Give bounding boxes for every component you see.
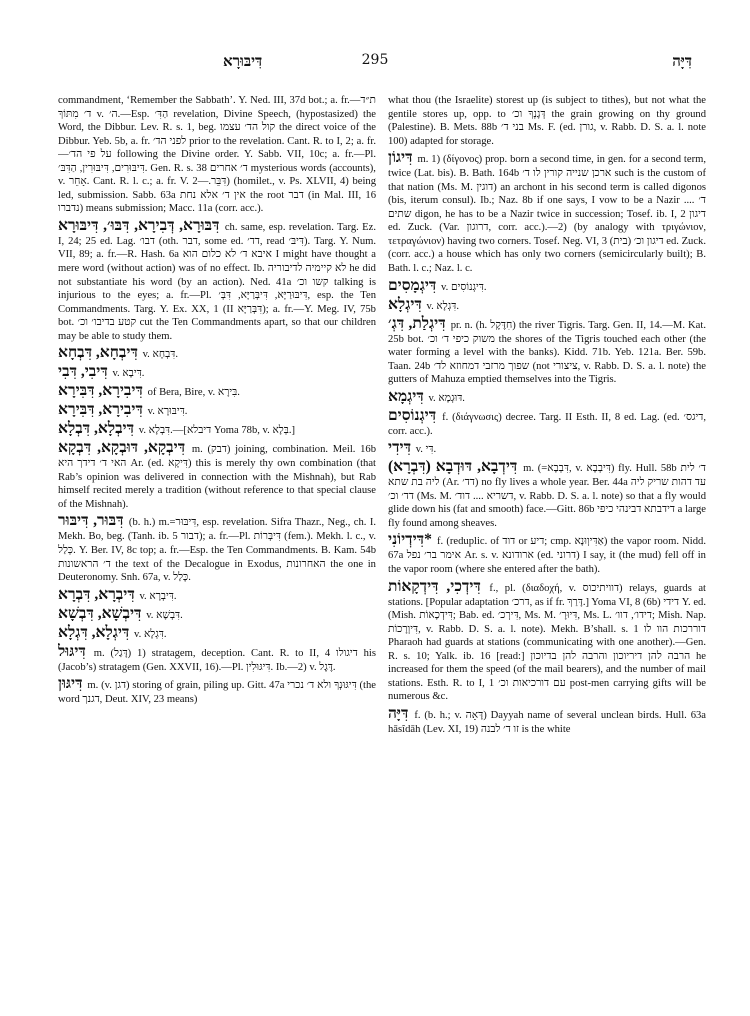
entry-definition: v. דִּגְלָא.	[426, 300, 459, 312]
dictionary-entry	[388, 388, 706, 406]
entry-headword: דִּיגְמָא	[388, 387, 424, 405]
entry-headword: דִּיבְקָא, דּוּבְקָא, דִּבְקָא	[58, 439, 186, 457]
entry-headword: דִּיבִי, דִּבִי	[58, 363, 108, 381]
entry-definition: v. דִּיבָא.	[112, 368, 145, 380]
dictionary-entry	[58, 643, 376, 675]
dictionary-entry	[388, 315, 706, 387]
dictionary-entry	[58, 512, 376, 584]
entry-definition: (b. h.) m.=דִּיבּוּר, esp. revelation. Sifra Thazr., Neg., ch. I. Mekh. Bo, beg. (Tanh. ib. 5 דבור); a. fr.—Pl. דִּיבְּרוֹת (fem.). Mekh. l. c., v. כְּלַל. Y. Ber. IV, 8c top; a. fr.—Esp. the Ten Commandments. B. Kam. 54b ד׳ הראשונות the text of the Decalogue in Exodus, האחרונות the one in Deuteronomy. Snh. 67a, v. כָּלַל.	[58, 517, 376, 584]
dictionary-entry	[388, 531, 706, 576]
entry-definition: what thou (the Israelite) storest up (is subject to tithes), but not what the gentile stores up, opp. to דְּגָנְךָ וכ׳ the grain growing on thy ground (Palestine). B. Mets. 88b בני ד׳ Ms. F. (ed. גורן, v. Rabb. D. S. a. l. note 100) adapted for storage.	[388, 95, 706, 147]
entry-headword: דִּיבְלָא, דִּבְלָא	[58, 420, 135, 438]
entry-definition: f. (reduplic. of דוד or דיע; cmp. אַדִּיוְוּנָא) the vapor room. Nidd. 67a אימר בר׳ נפל Ar. s. v. ארודונא (ed. דרוני) I say, it (the mud) fell off in the vapor room (where she entered after the bath).	[388, 536, 706, 576]
dictionary-entry	[58, 420, 376, 438]
entry-headword: דִּידְבָא, דּוּדְבָא (דִּבְרָא)	[388, 458, 518, 476]
dictionary-entry	[58, 605, 376, 623]
dictionary-entry	[58, 624, 376, 642]
entry-definition: m. 1) (δίγονος) prop. born a second time, in gen. for a second term, twice (Lat. bis). B. Bath. 164b ארכן שנייה קורין לו ד׳ such is the custom of that nation (Ms. M. דוגין) an archont in his second term is called digonos (bis, iterum consul). Ib.; Naz. 8b if one says, I vow to be a Nazir .... ד׳ שתים digon, he has to be a Nazir twice in succession; Tosef. ib. I, 2 דיגון ed. Zuck. (Var. דרוגון, corr. acc.).—2) (by analogy with τριγώνιον, τετραγώνιον) having two corners. Tosef. Neg. VI, 3 (בית) דיגון וכ׳ ed. Zuck. (corr. acc.) a house which has only two corners (semicircularly built); B. Bath. l. c.; Naz. l. c.	[388, 154, 706, 275]
dictionary-entry	[388, 149, 706, 275]
entry-headword: דִּידִי	[388, 439, 412, 457]
entry-definition: v. דִּיגְנוֹסִים.	[441, 281, 487, 293]
entry-definition: m. (דָּגַל) 1) stratagem, deception. Cant. R. to II, 4 דיגולו his (Jacob’s) stratagem (Gen. XXVII, 16).—Pl. דִּיגּוּלִין. Ib.—2) v. דֶּגֶל.	[58, 647, 376, 673]
entry-definition: v. דּוּגְמָא.	[428, 392, 465, 404]
dictionary-entry	[388, 578, 706, 704]
entry-definition: pr. n. (h. חִדֶּקֶל) the river Tigris. Targ. Gen. II, 14.—M. Kat. 25b bot. משוק כיפי ד׳ וכ׳ the shores of the Tigris touched each other (the water forming a level with the banks). Kidd. 71b. Yeb. 121a. Ber. 59b. Taan. 24b שפוך מרזבי דמחוזא לד׳ (not ציצורי, v. Rabb. D. S. a. l. note) the gutters of Mahuza emptied themselves into the Tigris.	[388, 319, 706, 386]
dictionary-entry	[58, 401, 376, 419]
entry-headword: דִּיגְלָא	[388, 295, 422, 313]
entry-headword: דִּיבִירָא, דִּבִּירָא	[58, 401, 143, 419]
entry-headword: דִּיגּוּל	[58, 642, 86, 660]
entry-headword: דִּיגְמָסִים	[388, 276, 437, 294]
dictionary-entry	[388, 277, 706, 295]
entry-headword: דִּיבְרָא, דִּבְרָא	[58, 585, 135, 603]
dictionary-entry	[388, 705, 706, 737]
entry-headword: דִּיגּוּן	[58, 675, 83, 693]
running-header	[58, 52, 692, 74]
dictionary-entry	[58, 675, 376, 707]
dictionary-entry	[58, 439, 376, 511]
entry-headword: דִּידְכִי, דִּידְקָאוֹת	[388, 577, 481, 595]
dictionary-entry	[58, 344, 376, 362]
entry-headword: דִּיבִירָא, דִּבִּירָא	[58, 382, 143, 400]
entry-headword: דִּבּוּר, דִּיבּוּר	[58, 512, 124, 530]
entry-definition: m. (v. דגן) storing of grain, piling up. Gitt. 47a דִּיגּוּנְךָ ולא ד׳ נכרי (the word דגנך, Deut. XIV, 23 means)	[58, 680, 376, 706]
entry-definition: v. דִּבְחָא.	[142, 349, 178, 361]
entry-definition: v. דִּבְשָׁא.	[146, 609, 183, 621]
entry-definition: v. דִּגְלָא.	[134, 628, 167, 640]
entry-definition: f., pl. (διαδοχή, v. דוויתיכוס) relays, guards at stations. [Popular adaptation דרכ׳, as if fr. דָּרַךְ.] Yoma VI, 8 (6b) דידי Y. ed. (Mish. דִּידְכָאוֹת; Bab. ed. דִּירְכ׳, Ms. M. דִּיוּרָ׳, Ms. L. דידו׳, דוו׳; Mish. Nap. דִּיוְרָכוֹת, v. Rabb. D. S. a. l. note). Mekh. B’shall. s. 1 דוררכות הוו לו Pharaoh had guards at stations (communicating with one another).—Gen. R. s. 10; Yalk. ib. 16 [read:] הרבה להן דיריוכון והרבה להן בדיוכון he increased for them the speed (of the mail bearers), and the number of mail stations. Esth. R. to I, 1 עם דורכיאות וכ׳ post-men carrying gifts will be numerous &c.	[388, 582, 706, 703]
entry-headword: דִּבּוּרָא, דְּבִירָא, דִּבּוּ׳, דִּיבּוּרָא	[58, 216, 220, 234]
page-number: 295	[361, 52, 389, 68]
entry-definition: m. (=דִּבְבָא, v. דִּיבְבָא) fly. Hull. 58b ד׳ לית ליה בת שתא (Ar. דד׳) no fly lives a whole year. Ber. 44a עד דהות שריק ליה דד׳ וכ׳ (Ms. M. דשריא .... דוד׳, v. Rabb. D. S. a. l. note) so that a fly would glide down his (fat and smooth) face.—Gitt. 86b דידבתא דבינהי כיפי a large fly found among sheaves.	[388, 463, 706, 529]
dictionary-entry	[58, 382, 376, 400]
entry-definition: v. דִּיבְרָא.	[139, 590, 177, 602]
dictionary-entry	[388, 407, 706, 439]
entry-definition: ch. same, esp. revelation. Targ. Ez. I, 24; 25 ed. Lag. דבו׳ (oth. דבר, some ed. דד׳, read דִּיבּ׳). Targ. Y. Num. VII, 89; a. fr.—R. Hash. 6a איבא ד׳ לא כלום הוא I might have thought a mere word (without action) was of no effect. Ib. לא קיימיה לדיבוריה he did not substantiate his word (by an action). Ned. 41a קשו וכ׳ talking is injurious to the eyes; a. fr.—Pl. דִּיבּוּרַיָּא, דִּיבְּרַיָּא, דִּבְּ׳, esp. the Ten Commandments. Targ. Y. Ex. XX, 1 (II דִּבְּרַיָּא); a. fr.—Y. Meg. IV, 75b bot. קטע בדיבו׳ וכ׳ cut the Ten Commandments apart, so that our children may be able to study them.	[58, 221, 376, 342]
dictionary-entry	[388, 94, 706, 148]
entry-definition: f. (b. h.; v. דָּאָה) Dayyah name of several unclean birds. Hull. 63a hāsîdāh (Lev. XI, 19) זו ד׳ לבנה is the white	[388, 709, 706, 735]
entry-headword: *דִּידְיוֹנִי	[388, 531, 432, 549]
entry-definition: commandment, ‘Remember the Sabbath’. Y. Ned. III, 37d bot.; a. fr.—‎ת״ד‎ מִתּוֹךְ‎ ד׳‎ v. ‎ה׳.—Esp. הַדִּ׳ revelation, Divine Speech, (hypostasized) the Word, the Dibbur. Lev. R. s. 1, beg. קול הד׳ עצמו the direct voice of the Dibbur. Yeb. 5b, a. fr. לפני הד׳ prior to the revelation. Cant. R. to I, 2; a. fr.—על פי הד׳ following the Divine order. Y. Sabb. VII, 10c; a. fr.—Pl. דִּיבּוּרִים, דִּיבּוּרִין, הַדִּבּ׳. Gen. R. s. 38 ד׳ אחרים mysterious words (accounts), v. אָחֵר. Cant. R. l. c.; a. fr. V. דִּבֵּר.—2) (homilet., v. Ps. XLVII, 4) being led, submission. Sabb. 63a אין ד׳ אלא נחת the root דבר (in Mal. III, 16 נדברו) means submission; Macc. 11a (corr. acc.).	[58, 95, 376, 215]
entry-definition: v. דִּיבּוּרָא.	[147, 406, 188, 418]
entry-headword: דִּיגְלַת, דִּגְ׳	[388, 314, 446, 332]
dictionary-entry	[388, 439, 706, 457]
dictionary-entry	[388, 458, 706, 530]
entry-definition: of Bera, Bire, v. בִּירָא.	[147, 387, 240, 399]
dictionary-entry	[58, 94, 376, 216]
entry-definition: m. (דבק) joining, combination. Meil. 16b האי ד׳ דידך היא Ar. (ed. דִּיקָא) this is merely thy own combination (that Rab’s opinion was delivered in connection with the Mishnah), but Rab himself recited merely a tradition (without reference to that special clause of the Mishnah).	[58, 444, 376, 510]
dictionary-entry	[388, 296, 706, 314]
entry-headword: דִּיגְנוֹסִים	[388, 406, 437, 424]
right-column	[388, 94, 706, 994]
dictionary-entry	[58, 586, 376, 604]
dictionary-entry	[58, 363, 376, 381]
left-running-headword: דִּיבּוּרָא	[223, 52, 263, 70]
entry-headword: דִּיגוֹן	[388, 149, 413, 167]
entry-definition: v. דִּי.	[415, 444, 437, 456]
left-column	[58, 94, 376, 994]
dictionary-entry	[58, 217, 376, 343]
entry-headword: דִּיבְחָא, דִּבְחָא	[58, 344, 138, 362]
entry-headword: דִּיגְלָא, דִּגְלָא	[58, 623, 130, 641]
entry-headword: דִּיָּה	[388, 704, 409, 722]
entry-headword: דִּיבְשָׁא, דִּבְשָׁא	[58, 604, 142, 622]
entry-definition: v. דִּבְלָא.—[דיבלא Yoma 78b, v. בְּלָא.]	[138, 425, 296, 437]
entry-definition: f. (διάγνωσις) decree. Targ. II Esth. II, 8 ed. Lag. (ed. דיגס׳, corr. acc.).	[388, 411, 706, 437]
right-running-headword: דִּיָּה	[672, 52, 692, 70]
